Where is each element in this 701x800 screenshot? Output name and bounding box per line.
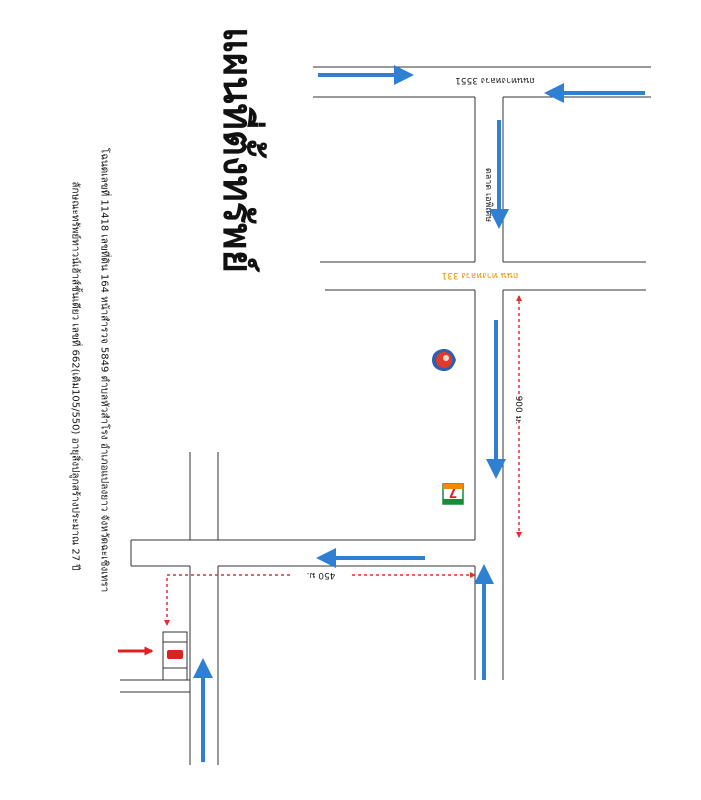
svg-text:7: 7 [448,486,458,500]
road-outlines [120,67,651,765]
side-road-label: ตลาด เอพิเศษ [483,167,493,223]
highway-331-label: ถนน ทางหลวง 331 [441,270,519,280]
property-location-text: โฉนดเลขที่ 11418 เลขที่ดิน 164 หน้าสำรวจ 5849 ตำบลหัวสำโรง อำเภอแปลงยาว จังหวัดฉะเชิงเทรา [98,147,110,593]
map-title: แผนที่ตั้งทรัพย์ [214,26,260,274]
property-description-text: ลักษณะทรัพย์ทาวน์เฮ้าส์ชั้นเดียว เลขที่ 662(เดิม105/550) อายุสิ่งปลูกสร้างประมาณ 27 ปี [69,181,81,571]
distance-450-label: 450 ม. [306,570,336,580]
distance-450-line-left [167,575,290,625]
ptt-station-icon [432,349,456,371]
distance-markers [167,296,519,625]
target-house-icon [163,632,187,680]
seven-eleven-icon [443,484,463,504]
top-road-label: ถนนทางหลวง 3551 [455,75,535,85]
distance-900-label: 900 ม. [513,395,523,425]
